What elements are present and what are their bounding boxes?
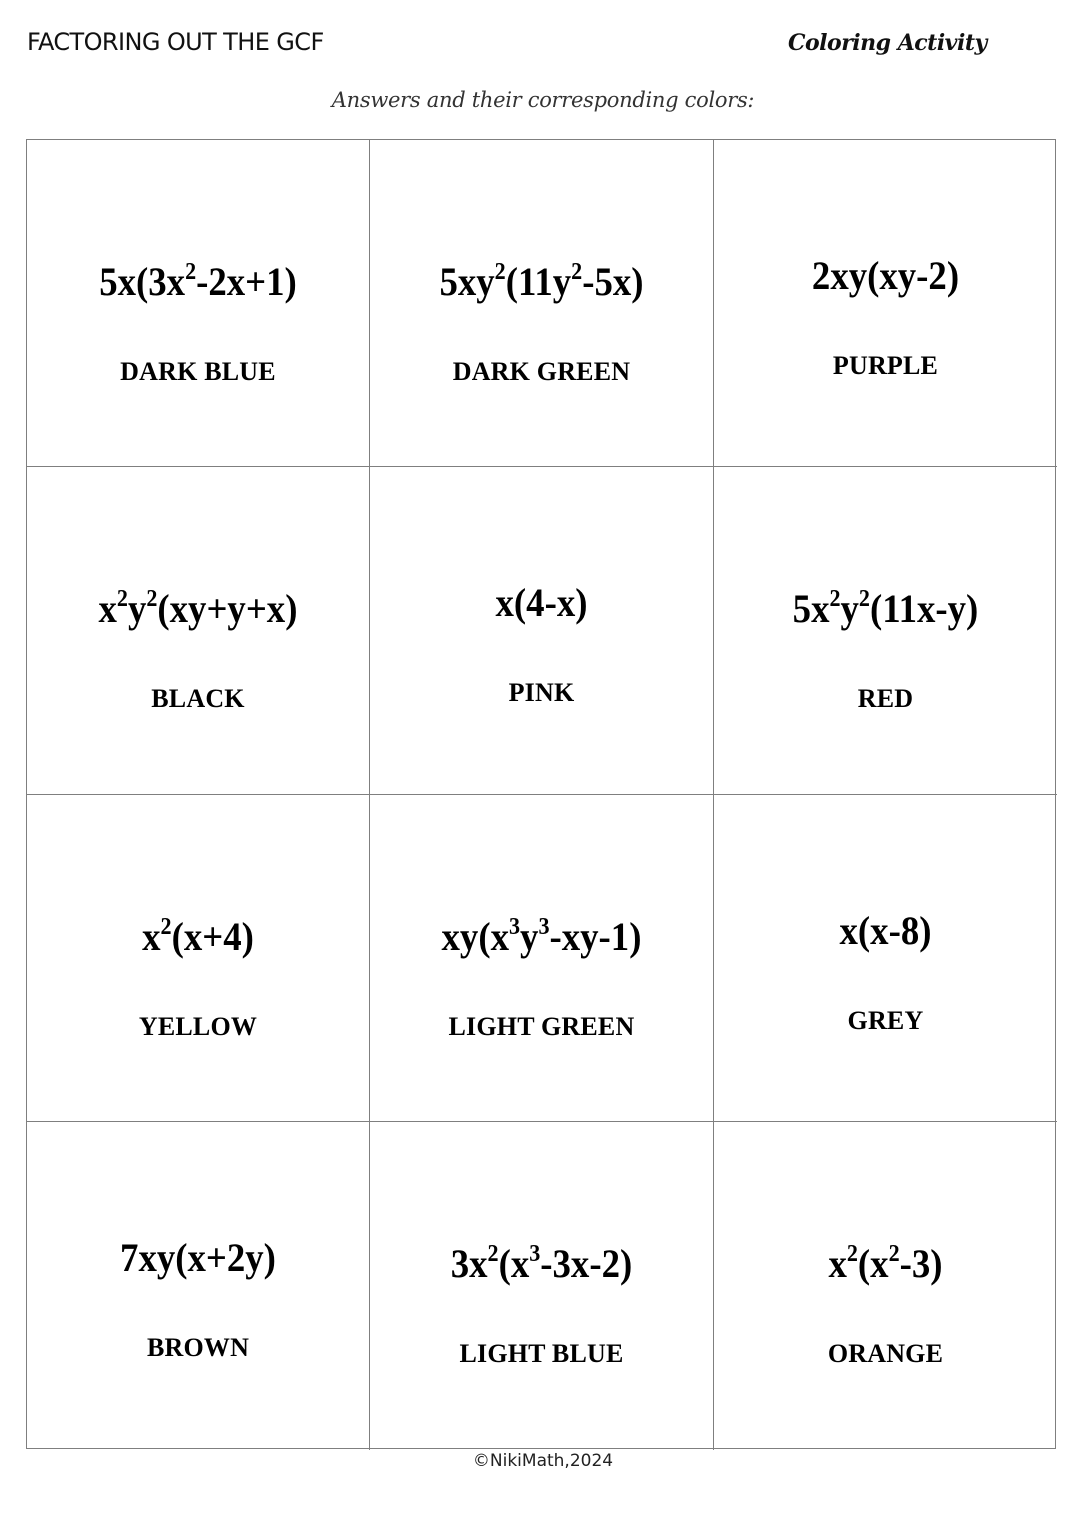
worksheet-title: FACTORING OUT THE GCF: [27, 28, 324, 56]
answer-expression: x(x-8): [839, 908, 932, 953]
color-label: PURPLE: [832, 351, 939, 380]
color-label: BLACK: [151, 684, 245, 713]
color-label: LIGHT GREEN: [448, 1012, 635, 1041]
answer-expression: $x^2(x^2-3)$: [828, 1241, 943, 1286]
answer-expression: $x^2(x+4)$: [142, 914, 254, 959]
answer-cell: [27, 467, 370, 795]
copyright-footer: ©NikiMath,2024: [472, 1451, 614, 1471]
answer-expression: x(4-x): [495, 580, 588, 625]
answer-cell: [714, 140, 1057, 467]
answer-cell: [27, 1122, 370, 1450]
answer-expression: $xy(x^3y^3-xy-1)$: [441, 914, 642, 959]
answer-expression: 2xy(xy-2): [811, 253, 960, 298]
answer-cell: [370, 795, 714, 1122]
color-label: YELLOW: [138, 1012, 258, 1041]
answer-cell: [370, 467, 714, 795]
answer-cell: [714, 795, 1057, 1122]
answer-expression: $3x^2(x^3-3x-2)$: [450, 1241, 633, 1286]
color-label: PINK: [508, 678, 575, 707]
answer-expression: 7xy(x+2y): [120, 1235, 276, 1280]
answer-expression: $5x(3x^2-2x+1)$: [99, 259, 297, 304]
answer-expression: $x^2y^2(xy+y+x)$: [98, 586, 298, 631]
answer-color-grid: [26, 139, 1056, 1449]
subtitle: Answers and their corresponding colors:: [331, 88, 755, 112]
answer-cell: [27, 140, 370, 467]
color-label: RED: [857, 684, 914, 713]
activity-label: Coloring Activity: [788, 30, 987, 56]
color-label: GREY: [847, 1006, 924, 1035]
answer-cell: [370, 1122, 714, 1450]
answer-expression: $5xy^2(11y^2-5x)$: [439, 259, 644, 304]
answer-cell: [27, 795, 370, 1122]
color-label: BROWN: [146, 1333, 250, 1362]
answer-cell: [714, 1122, 1057, 1450]
answer-expression: $5x^2y^2(11x-y)$: [792, 586, 979, 631]
color-label: DARK BLUE: [120, 357, 276, 386]
answer-cell: [370, 140, 714, 467]
answer-cell: [714, 467, 1057, 795]
color-label: ORANGE: [827, 1339, 944, 1368]
color-label: DARK GREEN: [452, 357, 631, 386]
color-label: LIGHT BLUE: [459, 1339, 624, 1368]
